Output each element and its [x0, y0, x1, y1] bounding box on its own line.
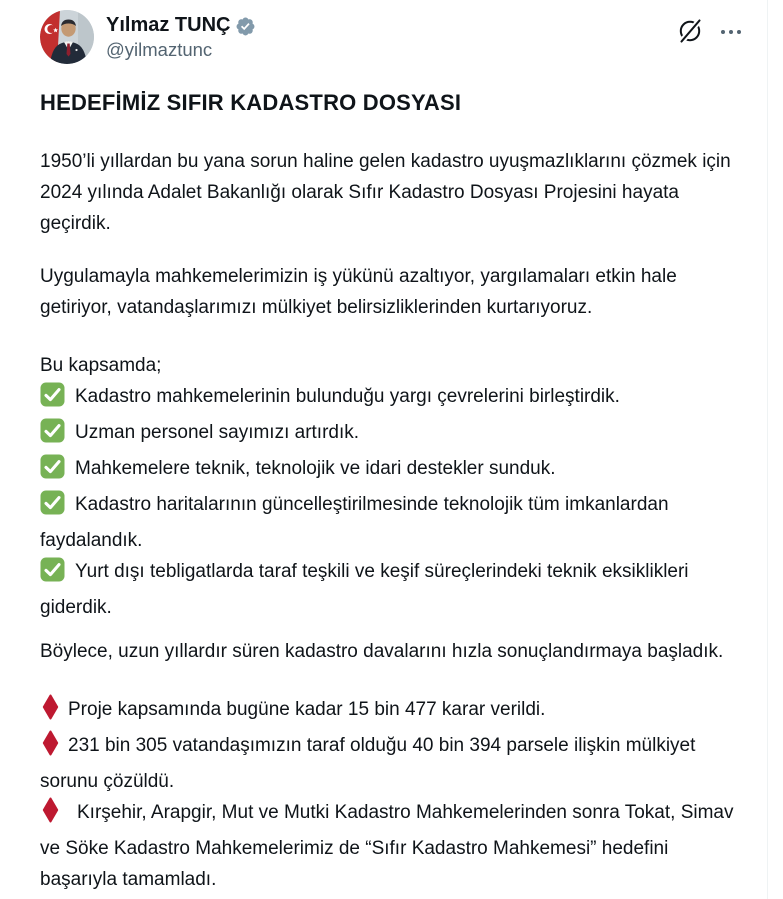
- verified-badge-icon: [235, 16, 256, 37]
- checklist-item: [40, 417, 743, 453]
- user-handle[interactable]: @yilmaztunc: [106, 39, 213, 60]
- display-name[interactable]: Yılmaz TUNÇ: [106, 14, 231, 36]
- diamond-emoji-icon: [42, 797, 59, 833]
- checklist-text: Kadastro mahkemelerinin bulunduğu yargı çevrelerini birleştirdik.: [75, 386, 620, 407]
- stat-item: [40, 694, 743, 730]
- user-names: [106, 10, 256, 62]
- diamond-emoji-icon: [42, 730, 59, 766]
- stat-text: 231 bin 305 vatandaşımızın taraf olduğu 40 bin 394 parsele ilişkin mülkiyet sorunu çözüldü.: [40, 735, 696, 792]
- stat-text: Kırşehir, Arapgir, Mut ve Mutki Kadastro Mahkemelerinden sonra Tokat, Simav ve Söke Kadastro Mahkemelerimiz de “Sıfır Kadastro Mahkemesi” hedefini başarıyla tamamladı.: [40, 802, 734, 890]
- stat-item: [40, 797, 743, 895]
- post-header: [40, 0, 743, 64]
- post-actions: [677, 10, 743, 45]
- diamond-emoji-icon: [42, 694, 59, 730]
- post-paragraph-intro: 1950’li yıllardan bu yana sorun haline gelen kadastro uyuşmazlıklarını çözmek için 2024 yılında Adalet Bakanlığı olarak Sıfır Kadastro Dosyası Projesini hayata geçirdik.: [40, 151, 731, 234]
- stat-item: [40, 730, 743, 797]
- checklist-item: [40, 381, 743, 417]
- stat-text: Proje kapsamında bugüne kadar 15 bin 477 karar verildi.: [68, 699, 546, 720]
- checklist-text: Uzman personel sayımızı artırdık.: [75, 422, 360, 443]
- checklist-item: [40, 556, 743, 623]
- scope-label: Bu kapsamda;: [40, 355, 162, 376]
- post-paragraph-result: Böylece, uzun yıllardır süren kadastro davalarını hızla sonuçlandırmaya başladık.: [40, 641, 724, 662]
- checklist-text: Mahkemelere teknik, teknolojik ve idari destekler sunduk.: [75, 458, 556, 479]
- check-emoji-icon: [40, 454, 65, 489]
- grok-icon[interactable]: [677, 18, 704, 45]
- checklist-text: Yurt dışı tebligatlarda taraf teşkili ve keşif süreçlerindeki teknik eksiklikleri giderdik.: [40, 561, 689, 618]
- post-stats-section: [40, 694, 743, 895]
- checklist-item: [40, 489, 743, 556]
- avatar[interactable]: [40, 10, 94, 64]
- post-title: HEDEFİMİZ SIFIR KADASTRO DOSYASI: [40, 90, 462, 115]
- checklist-item: [40, 453, 743, 489]
- more-icon[interactable]: [719, 28, 743, 36]
- post-scope-section: [40, 350, 743, 623]
- check-emoji-icon: [40, 557, 65, 592]
- avatar-photo: [40, 10, 94, 64]
- check-emoji-icon: [40, 418, 65, 453]
- checklist-text: Kadastro haritalarının güncelleştirilmesinde teknolojik tüm imkanlardan faydalandık.: [40, 494, 669, 551]
- check-emoji-icon: [40, 490, 65, 525]
- post-paragraph-impact: Uygulamayla mahkemelerimizin iş yükünü azaltıyor, yargılamaları etkin hale getiriyor, vatandaşlarımızı mülkiyet belirsizliklerinden kurtarıyoruz.: [40, 266, 677, 318]
- check-emoji-icon: [40, 382, 65, 417]
